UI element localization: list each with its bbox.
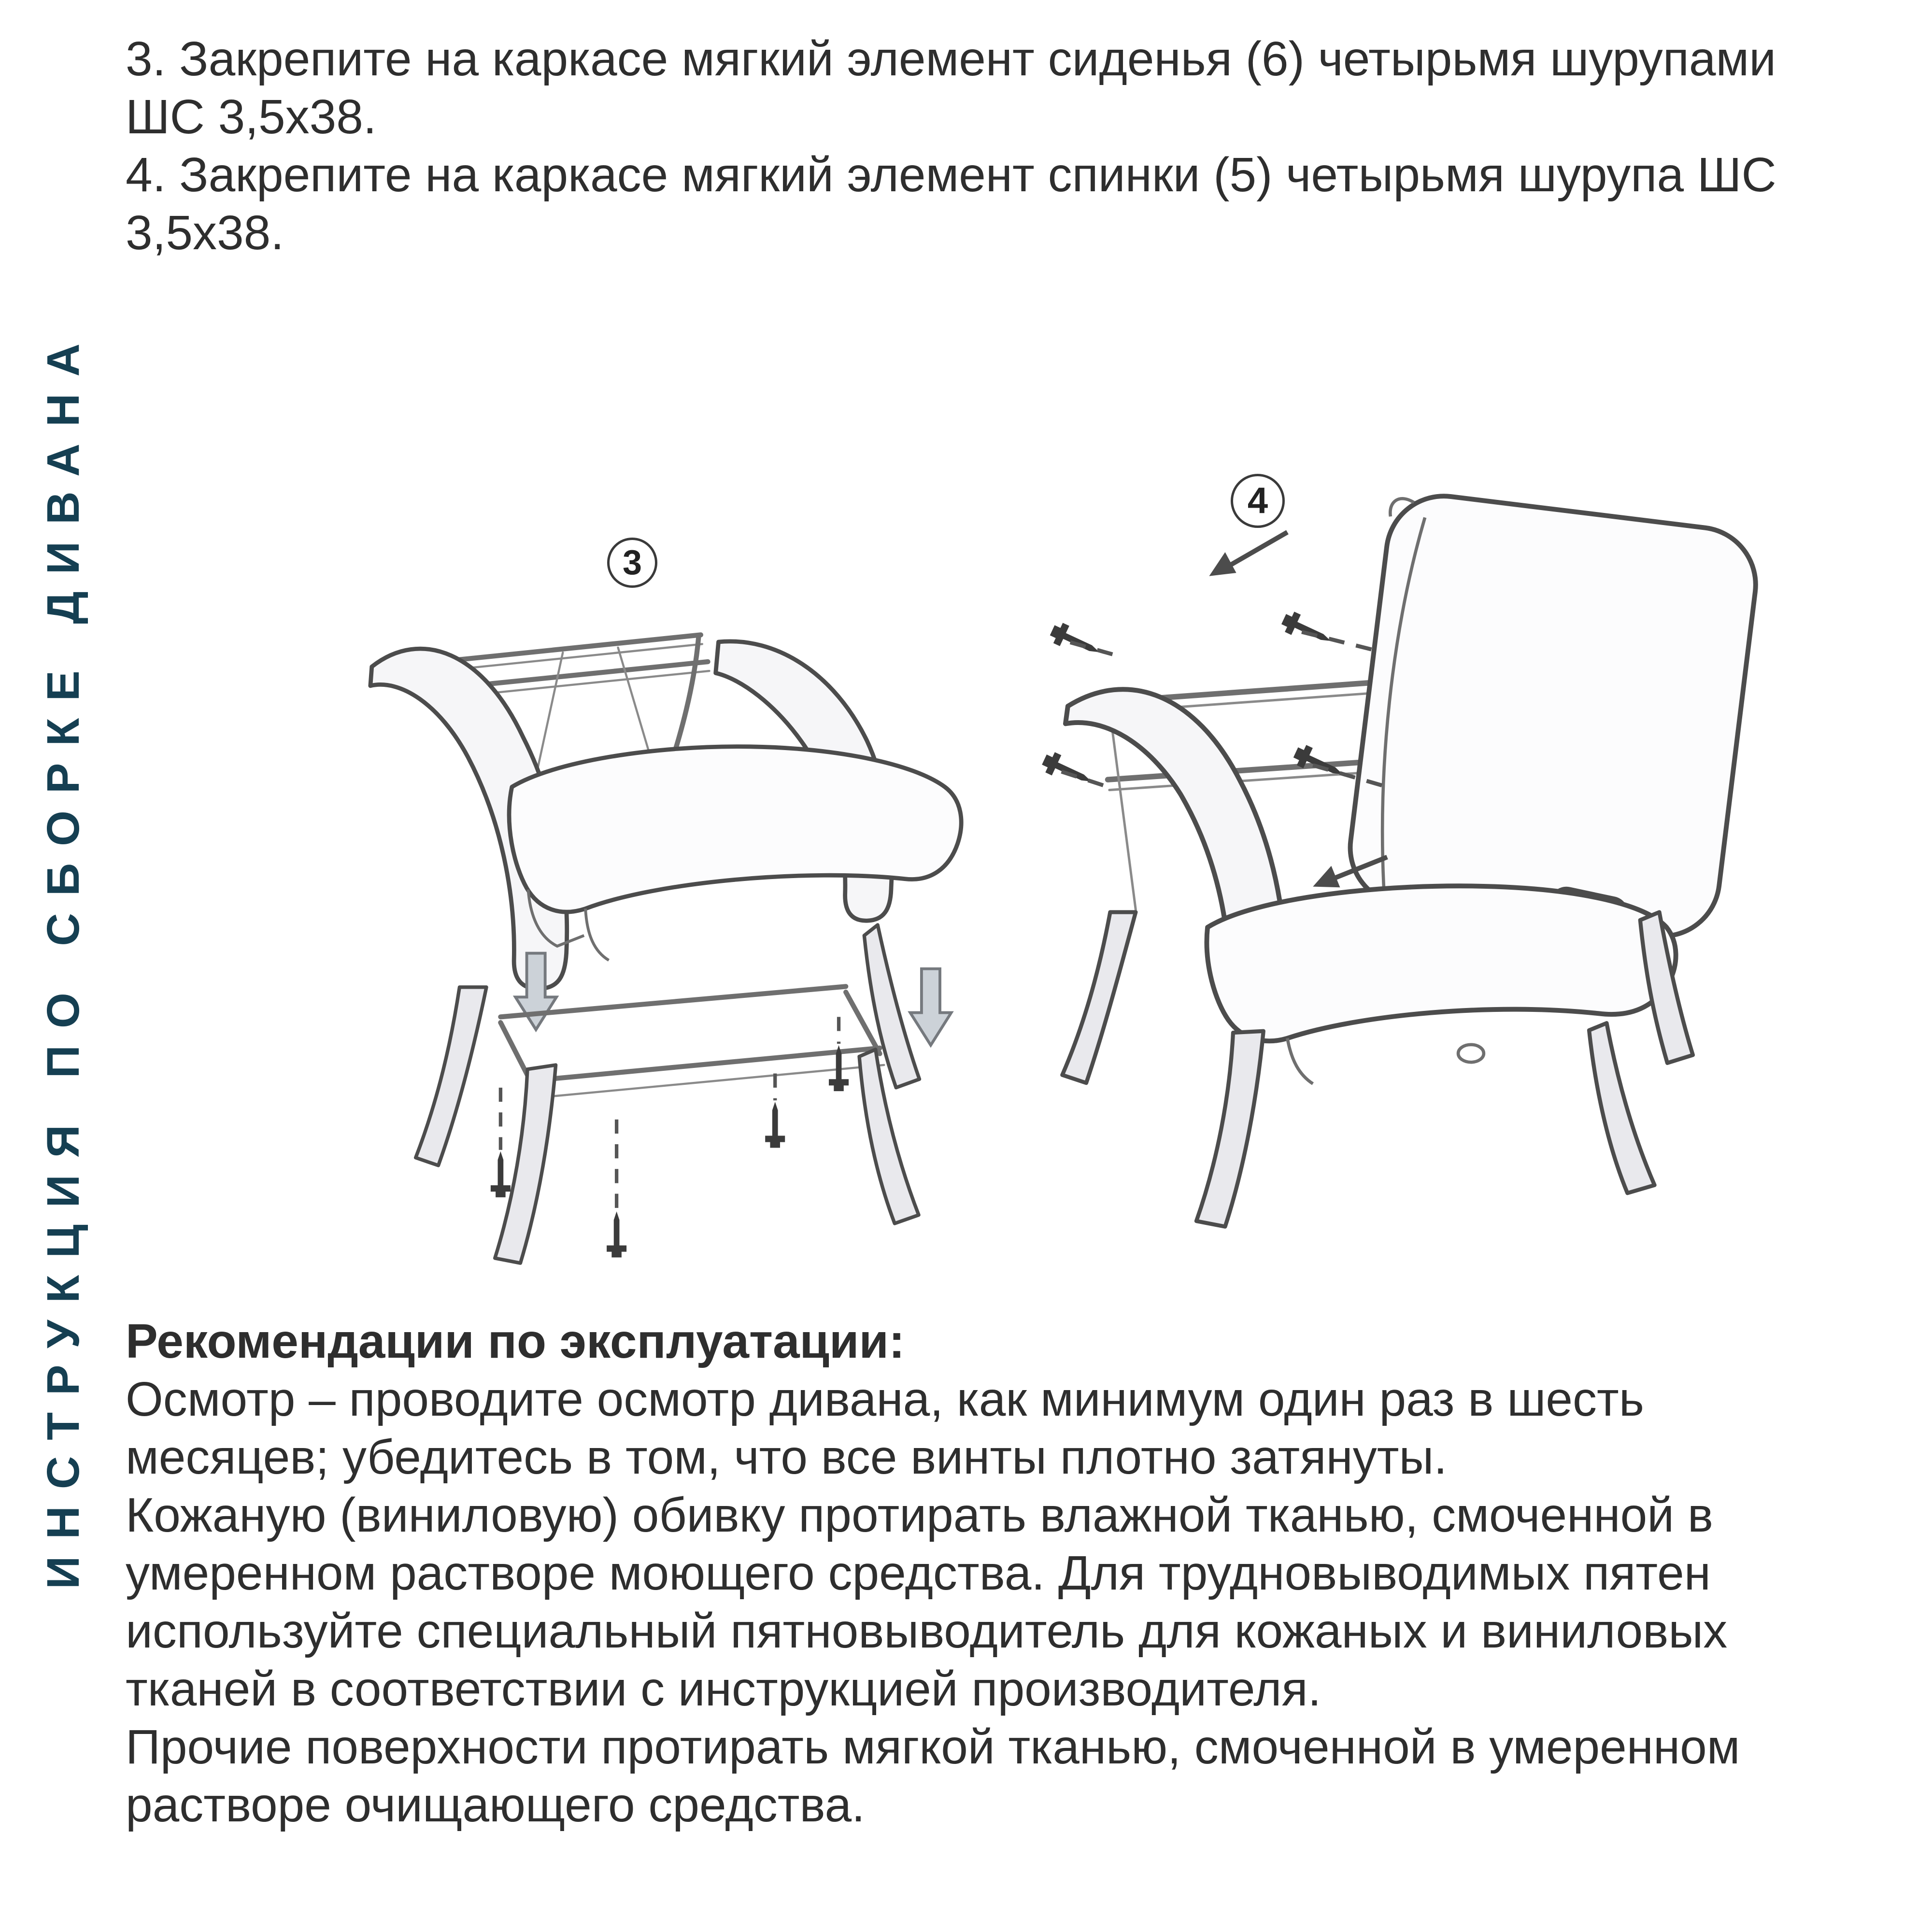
recommendation-line: Прочие поверхности протирать мягкой тканью, смоченной в умеренном (126, 1720, 1740, 1774)
label-arrow (1209, 532, 1287, 576)
usage-recommendations (126, 1312, 1740, 1834)
front-right-leg (1589, 1023, 1655, 1193)
seat-cushion (509, 747, 961, 912)
step-3-seat-install-diagram (348, 522, 990, 1275)
step-3-circle-label: 3 (607, 538, 657, 588)
backrest-cushion (1342, 489, 1762, 948)
stretcher-front-bar (533, 1048, 880, 1080)
back-left-leg (416, 987, 486, 1165)
recommendation-line: растворе очищающего средства. (126, 1778, 865, 1832)
back-left-leg (1062, 912, 1136, 1083)
seat-cushion-edge (1287, 1038, 1313, 1084)
recommendations-heading: Рекомендации по эксплуатации: (126, 1314, 905, 1368)
recommendation-line: Осмотр – проводите осмотр дивана, как минимум один раз в шесть (126, 1372, 1644, 1426)
step-4-line-1: 4. Закрепите на каркасе мягкий элемент спинки (5) четырьмя шурупа ШС (126, 148, 1776, 202)
recommendation-line: месяцев; убедитесь в том, что все винты плотно затянуты. (126, 1430, 1448, 1484)
front-left-leg (495, 1065, 556, 1263)
assembly-steps-text (126, 30, 1776, 262)
vertical-page-title: ИНСТРУКЦИЯ ПО СБОРКЕ ДИВАНА (38, 327, 89, 1589)
seat-fastener (1458, 1045, 1484, 1062)
recommendation-line: умеренном растворе моющего средства. Для трудновыводимых пятен (126, 1546, 1711, 1600)
step-3-line-2: ШС 3,5х38. (126, 90, 377, 144)
recommendation-line: используйте специальный пятновыводитель для кожаных и виниловых (126, 1604, 1728, 1658)
step-4-backrest-install-diagram (1024, 454, 1782, 1290)
step-3-line-1: 3. Закрепите на каркасе мягкий элемент сиденья (6) четырьмя шурупами (126, 32, 1776, 86)
seat-cushion-edge (585, 909, 609, 960)
down-arrow-right (910, 969, 951, 1045)
back-brace-left (536, 653, 563, 776)
seat-cushion (1207, 886, 1676, 1041)
recommendation-line: Кожаную (виниловую) обивку протирать влажной тканью, смоченной в (126, 1488, 1713, 1542)
step-4-line-2: 3,5х38. (126, 206, 284, 260)
step-4-circle-label: 4 (1231, 474, 1285, 528)
recommendation-line: тканей в соответствии с инструкцией производителя. (126, 1662, 1321, 1716)
front-left-leg (1196, 1031, 1264, 1227)
